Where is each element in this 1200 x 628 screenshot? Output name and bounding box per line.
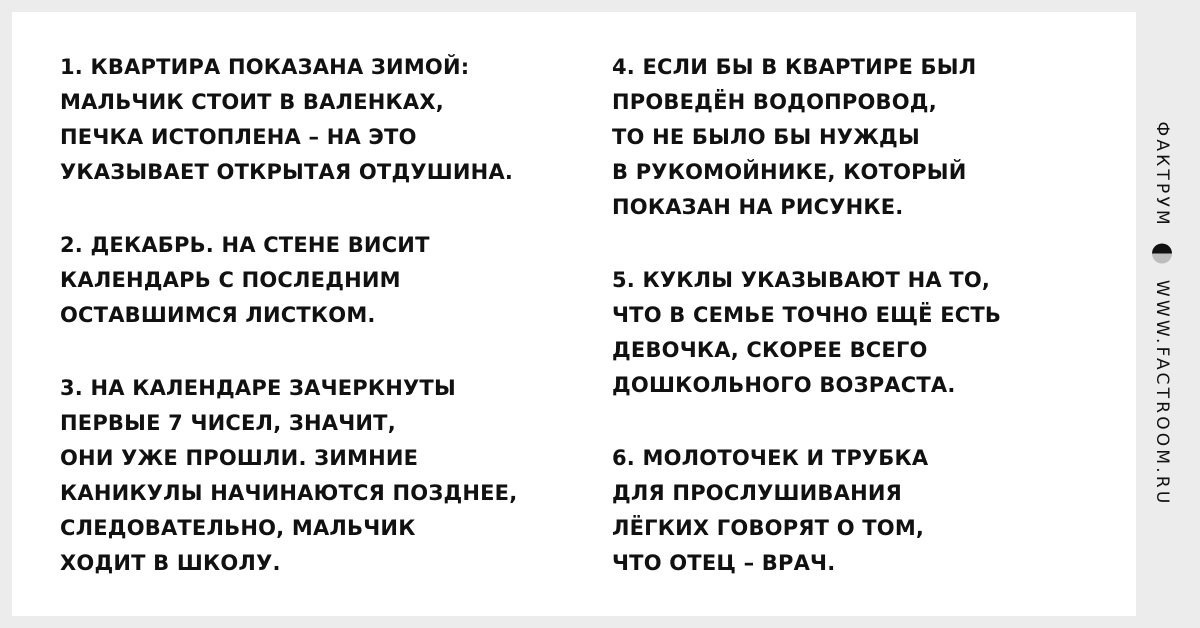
fact-line: КАЛЕНДАРЬ С ПОСЛЕДНИМ: [60, 268, 401, 292]
fact-line: ЧТО В СЕМЬЕ ТОЧНО ЕЩЁ ЕСТЬ: [612, 303, 1002, 327]
brand-strip: [1152, 122, 1172, 507]
right-column: [612, 50, 1132, 619]
fact-line: ДЕВОЧКА, СКОРЕЕ ВСЕГО: [612, 338, 928, 362]
fact-line: ПОКАЗАН НА РИСУНКЕ.: [612, 195, 904, 219]
fact-item-3: [60, 371, 580, 581]
fact-line: ХОДИТ В ШКОЛУ.: [60, 551, 281, 575]
fact-line: ОНИ УЖЕ ПРОШЛИ. ЗИМНИЕ: [60, 446, 419, 470]
fact-line: ПРОВЕДЁН ВОДОПРОВОД,: [612, 90, 937, 114]
fact-line: 4. ЕСЛИ БЫ В КВАРТИРЕ БЫЛ: [612, 55, 977, 79]
fact-line: ТО НЕ БЫЛО БЫ НУЖДЫ: [612, 125, 920, 149]
fact-item-1: [60, 50, 580, 190]
content-card: [12, 12, 1136, 616]
fact-line: В РУКОМОЙНИКЕ, КОТОРЫЙ: [612, 160, 967, 184]
fact-line: 3. НА КАЛЕНДАРЕ ЗАЧЕРКНУТЫ: [60, 376, 456, 400]
fact-item-5: [612, 263, 1132, 403]
half-circle-icon: [1152, 244, 1172, 264]
fact-line: ЧТО ОТЕЦ – ВРАЧ.: [612, 551, 836, 575]
fact-item-4: [612, 50, 1132, 225]
fact-item-6: [612, 441, 1132, 581]
fact-line: МАЛЬЧИК СТОИТ В ВАЛЕНКАХ,: [60, 90, 444, 114]
brand-url[interactable]: WWW.FACTROOM.RU: [1152, 279, 1172, 507]
fact-line: СЛЕДОВАТЕЛЬНО, МАЛЬЧИК: [60, 516, 416, 540]
fact-line: ПЕРВЫЕ 7 ЧИСЕЛ, ЗНАЧИТ,: [60, 411, 396, 435]
brand-name: ФАКТРУМ: [1152, 121, 1172, 228]
fact-item-2: [60, 228, 580, 333]
left-column: [60, 50, 580, 619]
brand-sidebar: [1136, 12, 1188, 616]
fact-line: КАНИКУЛЫ НАЧИНАЮТСЯ ПОЗДНЕЕ,: [60, 481, 518, 505]
fact-line: 2. ДЕКАБРЬ. НА СТЕНЕ ВИСИТ: [60, 233, 430, 257]
fact-line: ОСТАВШИМСЯ ЛИСТКОМ.: [60, 303, 376, 327]
fact-line: УКАЗЫВАЕТ ОТКРЫТАЯ ОТДУШИНА.: [60, 160, 514, 184]
fact-line: 1. КВАРТИРА ПОКАЗАНА ЗИМОЙ:: [60, 55, 470, 79]
fact-line: ЛЁГКИХ ГОВОРЯТ О ТОМ,: [612, 516, 925, 540]
fact-line: ДОШКОЛЬНОГО ВОЗРАСТА.: [612, 373, 956, 397]
fact-line: ДЛЯ ПРОСЛУШИВАНИЯ: [612, 481, 902, 505]
fact-line: 5. КУКЛЫ УКАЗЫВАЮТ НА ТО,: [612, 268, 991, 292]
fact-line: 6. МОЛОТОЧЕК И ТРУБКА: [612, 446, 929, 470]
fact-line: ПЕЧКА ИСТОПЛЕНА – НА ЭТО: [60, 125, 417, 149]
